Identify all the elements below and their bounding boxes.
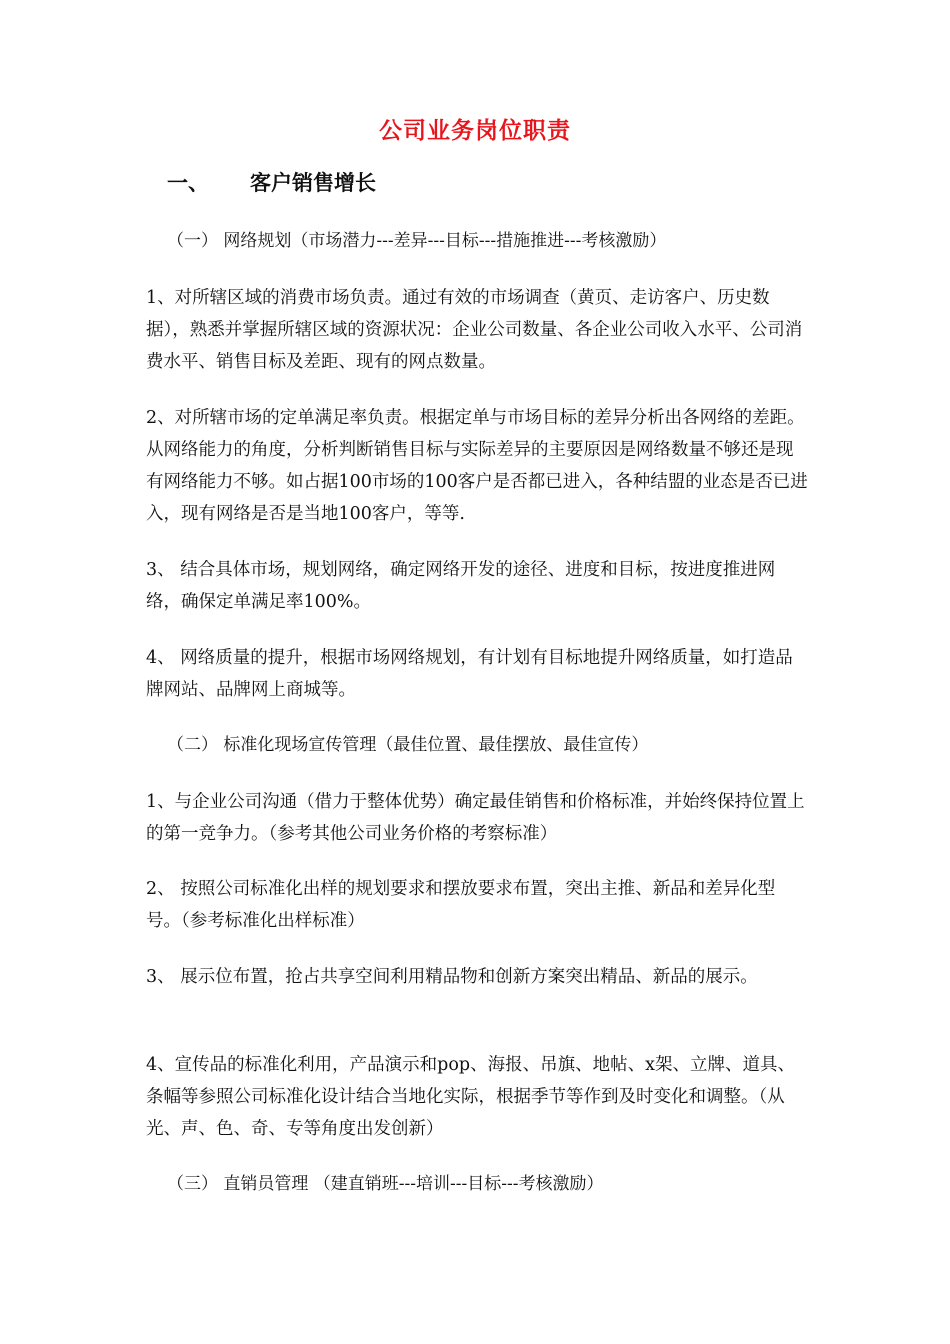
section-number: 一、 bbox=[167, 171, 209, 195]
paragraph-2-2: 2、 按照公司标准化出样的规划要求和摆放要求布置，突出主推、新品和差异化型号。（参考标准化出样标准） bbox=[146, 879, 776, 931]
paragraph-1-1: 1、对所辖区域的消费市场负责。通过有效的市场调查（黄页、走访客户、历史数据），熟悉并掌握所辖区域的资源状况：企业公司数量、各企业公司收入水平、公司消费水平、销售目标及差距、现有的网点数量。 bbox=[146, 288, 803, 372]
paragraph-1-3: 3、 结合具体市场，规划网络，确定网络开发的途径、进度和目标，按进度推进网络，确保定单满足率100%。 bbox=[146, 560, 776, 612]
document-title: 公司业务岗位职责 bbox=[379, 117, 571, 144]
section-heading-1 bbox=[167, 168, 376, 198]
subsection-heading-1: （一） 网络规划（市场潜力---差异---目标---措施推进---考核激励） bbox=[167, 231, 667, 251]
paragraph-2-4: 4、宣传品的标准化利用，产品演示和pop、海报、吊旗、地帖、x架、立牌、道具、条幅等参照公司标准化设计结合当地化实际，根据季节等作到及时变化和调整。（从光、声、色、奇、专等角度出发创新） bbox=[146, 1055, 795, 1139]
paragraph-1-2: 2、对所辖市场的定单满足率负责。根据定单与市场目标的差异分析出各网络的差距。从网络能力的角度，分析判断销售目标与实际差异的主要原因是网络数量不够还是现有网络能力不够。如占据100市场的100客户是否都已进入，各种结盟的业态是否已进入，现有网络是否是当地100客户，等等. bbox=[146, 408, 808, 524]
paragraph-1-4: 4、 网络质量的提升，根据市场网络规划，有计划有目标地提升网络质量，如打造品牌网站、品牌网上商城等。 bbox=[146, 648, 793, 700]
section-title: 客户销售增长 bbox=[250, 171, 376, 195]
subsection-heading-3: （三） 直销员管理 （建直销班---培训---目标---考核激励） bbox=[167, 1174, 604, 1194]
paragraph-2-1: 1、与企业公司沟通（借力于整体优势）确定最佳销售和价格标准，并始终保持位置上的第一竞争力。（参考其他公司业务价格的考察标准） bbox=[146, 792, 805, 844]
paragraph-2-3: 3、 展示位布置，抢占共享空间利用精品物和创新方案突出精品、新品的展示。 bbox=[146, 967, 758, 987]
subsection-heading-2: （二） 标准化现场宣传管理（最佳位置、最佳摆放、最佳宣传） bbox=[167, 735, 649, 755]
